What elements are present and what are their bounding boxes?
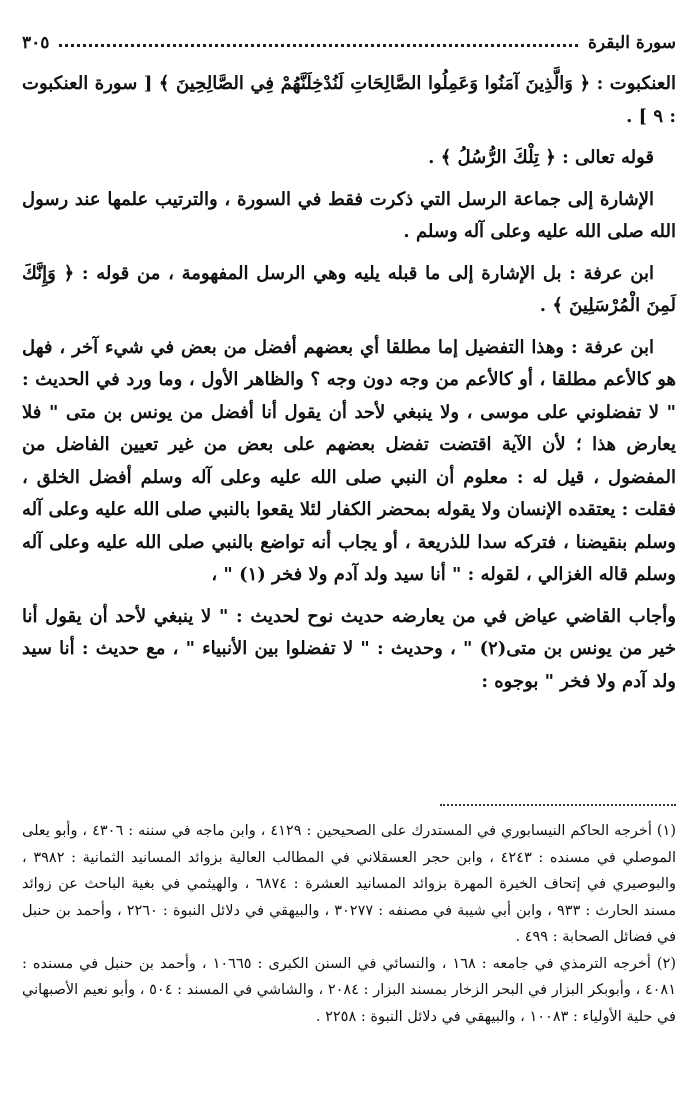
paragraph-ishara: الإشارة إلى جماعة الرسل التي ذكرت فقط في السورة ، والترتيب علمها عند رسول الله صلى الله عليه وعلى آله وسلم . [22,188,676,242]
footnote-2: (٢) أخرجه الترمذي في جامعه : ١٦٨ ، والنسائي في السنن الكبرى : ١٠٦٦٥ ، وأحمد بن حنبل في مسنده : ٤٠٨١ ، وأبوبكر البزار في البحر الزخار بمسند البزار : ٢٠٨٤ ، والشاشي في المسند : ٥٠٤ ، وأبو نعيم الأصبهاني في حلية الأولياء : ١٠٠٨٣ ، والبيهقي في دلائل النبوة : ٢٢٥٨ . [22,955,676,1025]
header-dotted-rule [59,44,578,47]
page-header [22,28,676,58]
paragraph-ibn-arafa-2: ابن عرفة : وهذا التفضيل إما مطلقا أي بعضهم أفضل من بعض في شيء آخر ، فهل هو كالأعم مطلقا ، أو كالأعم من وجه دون وجه ؟ والظاهر الأول ، وما ورد في الحديث : " لا تفضلوني على موسى ، ولا ينبغي لأحد أن يقول أنا أفضل من يونس بن متى " فلا يعارض هذا ؛ لأن الآية اقتضت تفضل بعضهم على بعض من غير تعيين الفاضل من المفضول ، قيل له : معلوم أن النبي صلى الله عليه وعلى آله وسلم أفضل الخلق ، فقلت : يعتقده الإنسان ولا يقوله بمحضر الكفار لئلا يقعوا بالنبي صلى الله عليه وعلى آله وسلم بنقيضنا ، فتركه سدا للذريعة ، أو يجاب أنه تواضع بالنبي صلى الله عليه وعلى آله وسلم قاله الغزالي ، لقوله : " أنا سيد ولد آدم ولا فخر (١) " ، [22,336,676,585]
footnotes [22,818,676,1030]
paragraph-ibn-arafa-1: ابن عرفة : بل الإشارة إلى ما قبله يليه وهي الرسل المفهومة ، من قوله : ﴿ وَإِنَّكَ لَمِنَ الْمُرْسَلِينَ ﴾ . [22,262,676,316]
paragraph-ankabut-verse: العنكبوت : ﴿ وَالَّذِينَ آمَنُوا وَعَمِلُوا الصَّالِحَاتِ لَنُدْخِلَنَّهُمْ فِي الصَّالِحِينَ ﴾ [ سورة العنكبوت : ٩ ] . [22,73,676,127]
page-number: ٣٠٥ [22,33,50,53]
footnote-separator [440,804,676,806]
paragraph-tilka-rusul: قوله تعالى : ﴿ تِلْكَ الرُّسُلُ ﴾ . [428,147,654,168]
surah-title: سورة البقرة [588,33,676,53]
footnote-1: (١) أخرجه الحاكم النيسابوري في المستدرك على الصحيحين : ٤١٢٩ ، وابن ماجه في سننه : ٤٣٠٦ ، وأبو يعلى الموصلي في مسنده : ٤٢٤٣ ، وابن حجر العسقلاني في المطالب العالية بزوائد المسانيد الثمانية : ٣٩٨٢ ، والبوصيري في إتحاف الخيرة المهرة بزوائد المسانيد العشرة : ٦٨٧٤ ، والهيثمي في بغية الباحث عن زوائد مسند الحارث : ٩٣٣ ، وابن أبي شيبة في مصنفه : ٣٠٢٧٧ ، والبيهقي في دلائل النبوة : ٢٢٦٠ ، وأحمد بن حنبل في فضائل الصحابة : ٤٩٩ . [22,823,677,945]
main-text [22,68,676,698]
book-page [22,28,676,1078]
paragraph-qadi-iyad: وأجاب القاضي عياض في من يعارضه حديث نوح لحديث : " لا ينبغي لأحد أن يقول أنا خير من يونس بن متى(٢) " ، وحديث : " لا تفضلوا بين الأنبياء " ، مع حديث : أنا سيد ولد آدم ولا فخر " بوجوه : [22,605,676,692]
